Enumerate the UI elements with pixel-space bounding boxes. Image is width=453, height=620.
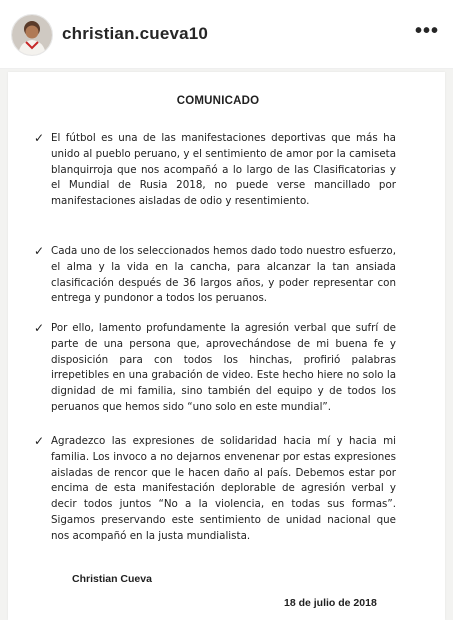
post-header <box>0 0 453 69</box>
statement-paragraph <box>34 244 396 307</box>
statement-paragraph <box>34 321 396 416</box>
avatar[interactable] <box>11 14 53 56</box>
checkmark-icon: ✓ <box>34 434 45 448</box>
checkmark-icon: ✓ <box>34 131 45 145</box>
statement-paragraph <box>34 131 396 210</box>
checkmark-icon: ✓ <box>34 321 45 335</box>
statement-document <box>8 72 445 620</box>
username-link[interactable]: christian.cueva10 <box>62 24 209 43</box>
paragraph-text: Por ello, lamento profundamente la agresión verbal que sufrí de parte de una persona que, aprovechándose de mi buena fe y disposición para con todos los hinchas, profirió palabras irrepetibles en una grabación de video. Este hecho hiere no solo la dignidad de mi familia, sino también del equipo y de todos los peruanos que hemos sido “uno solo en este mundial”. <box>51 322 396 413</box>
statement-paragraph <box>34 434 396 545</box>
more-options-icon[interactable]: ••• <box>415 19 440 42</box>
paragraph-text: Agradezco las expresiones de solidaridad hacia mí y hacia mi familia. Los invoco a no dejarnos envenenar por estas expresiones aisladas de rencor que le hacen daño al país. Debemos estar por encima de esta manifestación deplorable de agresión verbal y decir todos juntos “No a la violencia, en todas sus formas”. Sigamos preservando este sentimiento de unidad nacional que nos acompañó en la justa mundialista. <box>51 435 396 542</box>
paragraph-text: Cada uno de los seleccionados hemos dado todo nuestro esfuerzo, el alma y la vida en la cancha, para alcanzar la tan ansiada clasificación después de 36 largos años, y poder representar con entrega y pundonor a todos los peruanos. <box>51 245 396 305</box>
document-title: COMUNICADO <box>176 95 260 107</box>
document-date: 18 de julio de 2018 <box>284 597 377 609</box>
checkmark-icon: ✓ <box>34 244 45 258</box>
avatar-photo <box>12 15 52 55</box>
paragraph-text: El fútbol es una de las manifestaciones deportivas que más ha unido al pueblo peruano, y el sentimiento de amor por la camiseta blanquirroja que nos acompañó a lo largo de las Clasificatorias y el Mundial de Rusia 2018, no puede verse mancillado por manifestaciones aisladas de odio y resentimiento. <box>51 132 396 208</box>
signature-name: Christian Cueva <box>72 573 152 585</box>
